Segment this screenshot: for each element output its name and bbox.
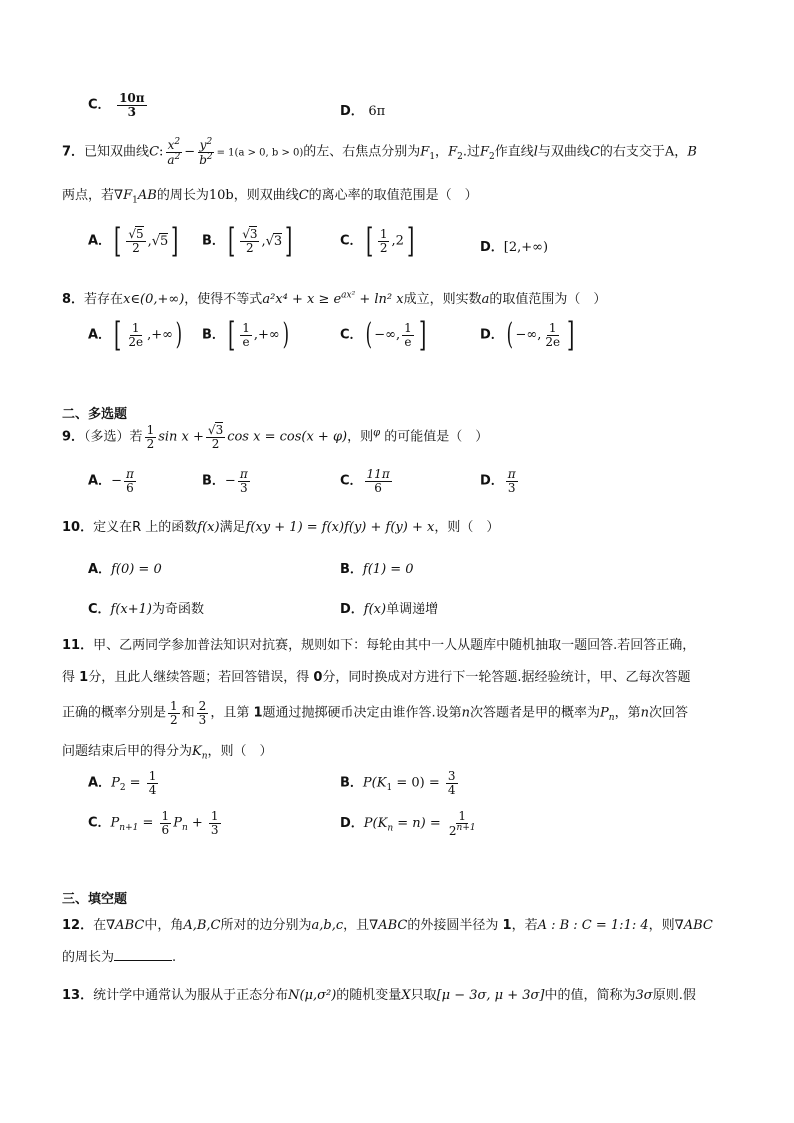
numerator: 1 <box>170 699 178 713</box>
option-label: A． <box>88 775 112 791</box>
option-label: C． <box>88 815 111 831</box>
text: 次答题者是甲的概率为 <box>470 705 601 721</box>
text: 的周长为 <box>156 188 209 203</box>
math: 2 <box>457 152 463 163</box>
text: 的离心率的取值范围是（ ） <box>308 188 478 203</box>
text: 问题结束后甲的得分为 <box>62 744 193 759</box>
numerator: π <box>507 467 516 481</box>
q8-option-c: C．( −∞, $\frac{1}{e}$ ] <box>340 315 427 355</box>
math: ax² <box>341 290 356 301</box>
text: 的可能值是（ ） <box>380 429 489 445</box>
text: ，使得不等式 <box>184 292 263 307</box>
text: .过 <box>462 144 480 160</box>
denominator: 3 <box>239 480 248 495</box>
question-number: 7． <box>62 144 85 160</box>
numerator: 3 <box>249 226 258 241</box>
question-number: 9． <box>62 429 85 445</box>
text: 已知双曲线 <box>84 144 150 160</box>
math: AB <box>137 188 157 203</box>
option-value: f(0) = 0 <box>111 562 162 577</box>
option-label: A． <box>88 562 112 577</box>
text: 成立，则实数 <box>403 292 482 307</box>
math: 1 <box>429 152 436 163</box>
text: 的右支交于 <box>599 144 665 160</box>
q9-option-a <box>88 468 138 494</box>
numerator: 1 <box>161 809 170 823</box>
option-label: B． <box>340 562 363 577</box>
math: P <box>600 705 609 721</box>
option-value: f(1) = 0 <box>362 562 414 577</box>
numerator: π <box>239 467 248 481</box>
q8-stem <box>62 288 606 307</box>
text: 分，同时换成对方进行下一轮答题.据经验统计，甲、乙每次答题 <box>322 670 691 685</box>
text: 满足 <box>219 520 246 535</box>
math: n <box>640 705 649 721</box>
text: ，第 <box>614 705 641 721</box>
answer-blank[interactable] <box>114 948 172 961</box>
q11-line2 <box>62 666 691 685</box>
math: A <box>664 144 675 160</box>
math: F <box>479 144 489 160</box>
q8-option-b: B．[ $\frac{1}{e}$ ,+∞) <box>202 315 289 355</box>
math: − <box>111 473 122 489</box>
denominator: 3 <box>127 104 136 119</box>
q11-option-d <box>340 810 480 837</box>
text: 原则.假 <box>652 988 696 1003</box>
numerator: 3 <box>447 769 456 783</box>
q10-option-a <box>88 558 162 577</box>
q10-stem <box>62 516 499 535</box>
math: P(K <box>362 775 387 791</box>
math: f(x+1) <box>110 602 152 617</box>
fraction <box>145 424 157 450</box>
q7-option-c: C．[ $\frac{1}{2}$ ,2] <box>340 221 415 261</box>
fraction: $\frac{√5}{2}$ <box>128 226 144 255</box>
numerator: π <box>125 467 134 481</box>
text: 只取 <box>410 988 437 1003</box>
q12-line2 <box>62 946 176 965</box>
text: ，且 <box>343 918 370 933</box>
math: = <box>138 815 158 831</box>
math: A : B : C = 1:1: 4 <box>537 918 649 933</box>
option-label: D． <box>340 104 364 119</box>
denominator: e <box>404 334 412 349</box>
text: 的取值范围为（ ） <box>489 292 607 307</box>
fraction <box>124 468 136 494</box>
text: 的周长为 <box>62 950 115 965</box>
text: ，且第 <box>210 705 254 721</box>
option-label: A． <box>88 233 112 249</box>
text: 所对的边分别为 <box>220 918 312 933</box>
text: . <box>172 950 177 965</box>
text: 中的值，简称为 <box>544 988 636 1003</box>
text: 的随机变量 <box>336 988 402 1003</box>
math: ∇ABC <box>369 918 408 933</box>
math: C <box>149 144 160 160</box>
denominator: 2 <box>132 240 140 255</box>
q9-stem <box>62 424 488 450</box>
math: 2 <box>395 233 404 249</box>
math: x <box>167 138 175 152</box>
math: f(x) <box>197 520 220 535</box>
q11-option-b <box>340 770 460 796</box>
math: 10b <box>208 188 234 203</box>
math: 2 <box>119 783 126 794</box>
numerator: 2 <box>198 699 207 713</box>
fraction <box>126 322 145 348</box>
numerator: 10π <box>119 91 145 105</box>
denominator: 2 <box>448 823 457 838</box>
option-label: B． <box>202 327 225 343</box>
fraction <box>378 228 390 254</box>
math: P <box>110 815 120 831</box>
text: 两点，若 <box>62 188 115 203</box>
option-label: A． <box>88 473 112 489</box>
numerator: 5 <box>135 226 144 241</box>
text: 若存在 <box>84 292 124 307</box>
fraction <box>160 810 172 836</box>
denominator: 3 <box>507 480 516 495</box>
text: ，则双曲线 <box>233 188 299 203</box>
option-text: 单调递增 <box>386 602 439 617</box>
text: 1 <box>502 918 512 933</box>
option-label: C． <box>88 97 111 113</box>
math: X <box>401 988 411 1003</box>
math: n <box>181 823 188 834</box>
denominator: 2e <box>128 334 144 349</box>
q9-option-b <box>202 468 252 494</box>
q8-option-d: D．( −∞, $\frac{1}{2e}$ ] <box>480 315 575 355</box>
fraction: $\frac{1}{2^{n+1}}$ <box>448 809 476 838</box>
numerator: 1 <box>148 769 157 783</box>
text: ，若 <box>511 918 538 933</box>
math: B <box>687 144 697 160</box>
option-value: 6π <box>368 104 386 119</box>
option-label: C． <box>340 473 363 489</box>
numerator: 1 <box>210 809 219 823</box>
text: 的左、右焦点分别为 <box>303 144 421 160</box>
text: 定义在R 上的函数 <box>93 520 198 535</box>
q11-line4 <box>62 740 273 762</box>
q13-line1 <box>62 984 696 1003</box>
q7-line1: 7．已知双曲线C: $\frac{x^2}{a^2}$ − $\frac{y^2}{b^2}$ = 1(a > 0, b > 0)的左、右焦点分别为$F_1$，$F_2$.过$F_2$作直线l与双曲线C的右支交于A，B <box>62 137 697 167</box>
math: n+1 <box>119 823 139 834</box>
math: f(x) <box>363 602 387 617</box>
fraction <box>238 468 250 494</box>
question-number: 10． <box>62 520 94 535</box>
math: −∞, <box>515 327 542 343</box>
text: ，则（ ） <box>434 520 500 535</box>
math: y <box>199 138 207 152</box>
denominator: 2 <box>246 240 254 255</box>
denominator: 2e <box>545 334 561 349</box>
denominator: 2 <box>211 436 220 451</box>
math: P <box>111 775 120 791</box>
math: a <box>167 152 175 167</box>
numerator: 1 <box>379 226 388 241</box>
fraction <box>197 700 209 726</box>
fraction: $\frac{√3}{2}$ <box>207 423 224 451</box>
option-label: C． <box>340 327 363 343</box>
math: a <box>481 292 490 307</box>
text: 得 <box>62 670 80 685</box>
q12-line1 <box>62 914 713 933</box>
fraction <box>147 770 159 796</box>
q11-line3 <box>62 700 688 726</box>
text: 正确的概率分别是 <box>62 705 167 721</box>
question-number: 12． <box>62 918 94 933</box>
numerator: 1 <box>404 320 412 335</box>
q6-option-c <box>88 92 149 118</box>
fraction <box>446 770 458 796</box>
q8-option-a: A．[ $\frac{1}{2e}$ ,+∞) <box>88 315 183 355</box>
text: 1 <box>79 670 89 685</box>
q7-line2 <box>62 184 478 206</box>
text: ，则（ ） <box>207 744 273 759</box>
denominator: e <box>242 334 250 349</box>
denominator: 3 <box>198 712 207 727</box>
fraction <box>365 468 392 494</box>
math: F <box>448 144 458 160</box>
text: 次回答 <box>648 705 688 721</box>
option-label: D． <box>340 602 364 617</box>
denominator: 3 <box>210 822 219 837</box>
math: 3σ <box>635 988 653 1003</box>
math: n <box>461 705 471 721</box>
text: 1 <box>253 705 263 721</box>
text: 统计学中通常认为服从于正态分布 <box>93 988 289 1003</box>
math: sin x + <box>158 429 204 445</box>
text: （多选）若 <box>84 429 143 445</box>
fraction: $\frac{√3}{2}$ <box>242 226 258 255</box>
math: ∇ABC <box>674 918 713 933</box>
fraction <box>168 700 180 726</box>
q9-option-c <box>340 468 394 494</box>
text: 题通过抛掷硬币决定由谁作答.设第 <box>262 705 462 721</box>
q10-option-b <box>340 558 414 577</box>
q7-option-a: A．[ $\frac{√5}{2}$ ,√5] <box>88 221 179 261</box>
option-label: C． <box>340 233 363 249</box>
denominator: 4 <box>447 782 456 797</box>
fraction <box>402 322 414 348</box>
denominator: 6 <box>126 480 134 495</box>
q11-option-c <box>88 810 223 836</box>
math: 1 <box>386 783 393 794</box>
numerator: 1 <box>242 320 250 335</box>
text: 的外接圆半径为 <box>407 918 503 933</box>
fraction <box>209 810 221 836</box>
text: 在 <box>93 918 107 933</box>
numerator: 1 <box>548 320 557 335</box>
q9-option-d <box>480 468 520 494</box>
fraction <box>543 322 562 348</box>
math: ∇F <box>114 188 133 203</box>
math: P(K <box>363 816 388 832</box>
option-label: D． <box>340 816 364 832</box>
math: K <box>192 744 202 759</box>
math: f(xy + 1) = f(x)f(y) + f(y) + x <box>245 520 435 535</box>
math: = n) = <box>393 816 445 832</box>
math: 1 <box>132 195 138 206</box>
fraction <box>117 92 146 118</box>
math: 3 <box>273 233 283 249</box>
math: N(μ,σ²) <box>288 988 337 1003</box>
q11-option-a <box>88 770 160 796</box>
math: a²x⁴ + x ≥ e <box>262 292 342 307</box>
denominator: 2 <box>379 240 388 255</box>
math: F <box>420 144 430 160</box>
option-label: D． <box>480 240 504 255</box>
text: 0 <box>313 670 323 685</box>
option-text: 为奇函数 <box>152 602 205 617</box>
numerator: 1 <box>146 423 155 437</box>
numerator: 1 <box>131 320 140 335</box>
q11-line1 <box>62 634 695 653</box>
math: C <box>589 144 600 160</box>
math: − <box>224 473 236 489</box>
math: A,B,C <box>183 918 221 933</box>
math: n <box>608 713 615 724</box>
math: C <box>298 188 309 203</box>
option-label: A． <box>88 327 112 343</box>
option-value: [2,+∞) <box>503 240 549 255</box>
fraction: $\frac{x^2}{a^2}$ <box>167 137 181 167</box>
math: = <box>125 775 145 791</box>
q10-option-d <box>340 598 438 617</box>
math: n+1 <box>456 822 476 833</box>
denominator: 2 <box>146 436 155 451</box>
math: + ln² x <box>355 292 404 307</box>
math: a,b,c <box>311 918 344 933</box>
math: x∈(0,+∞) <box>123 292 185 307</box>
section-heading-fill-in: 三、填空题 <box>62 892 128 907</box>
question-number: 8． <box>62 292 85 307</box>
math: = 1(a > 0, b > 0) <box>216 147 304 159</box>
math: [μ − 3σ, μ + 3σ] <box>436 988 545 1003</box>
math: + <box>187 815 207 831</box>
question-number: 11． <box>62 638 94 653</box>
denominator: 6 <box>374 480 382 495</box>
text: 分，且此人继续答题；若回答错误，得 <box>88 670 314 685</box>
math: ,+∞ <box>253 327 280 343</box>
option-label: D． <box>480 327 504 343</box>
denominator: 4 <box>148 782 157 797</box>
q10-option-c <box>88 598 204 617</box>
section-heading-multiple-choice: 二、多选题 <box>62 407 128 422</box>
math: n <box>201 751 208 762</box>
text: 中，角 <box>144 918 184 933</box>
fraction <box>506 468 518 494</box>
numerator: 3 <box>215 423 224 437</box>
q6-option-d <box>340 100 385 119</box>
text: 和 <box>181 705 195 721</box>
option-label: D． <box>480 473 504 489</box>
fraction: $\frac{y^2}{b^2}$ <box>199 137 213 167</box>
question-number: 13． <box>62 988 94 1003</box>
math: 5 <box>160 233 169 249</box>
denominator: 6 <box>161 822 170 837</box>
option-label: B． <box>202 473 225 489</box>
numerator: 11π <box>366 467 390 481</box>
fraction <box>240 322 252 348</box>
math: b <box>199 152 207 167</box>
math: P <box>173 815 182 831</box>
math: n <box>387 823 394 834</box>
option-label: C． <box>88 602 111 617</box>
math: ∇ABC <box>106 918 145 933</box>
q7-option-b: B．[ $\frac{√3}{2}$ ,√3] <box>202 221 293 261</box>
math: l <box>533 144 538 160</box>
math: ,+∞ <box>147 327 173 343</box>
option-label: B． <box>202 233 225 249</box>
math: = 0) = <box>392 775 444 791</box>
q7-option-d <box>480 236 548 255</box>
denominator: 2 <box>170 712 178 727</box>
option-label: B． <box>340 775 363 791</box>
math: φ <box>373 427 381 439</box>
text: ，则 <box>347 429 374 445</box>
text: 与双曲线 <box>537 144 590 160</box>
math: −∞, <box>374 327 401 343</box>
text: 甲、乙两同学参加普法知识对抗赛，规则如下：每轮由其中一人从题库中随机抽取一题回答.若回答正确， <box>93 638 696 653</box>
text: ，则 <box>648 918 675 933</box>
text: 作直线 <box>494 144 534 160</box>
math: cos x = cos(x + φ) <box>227 429 348 445</box>
